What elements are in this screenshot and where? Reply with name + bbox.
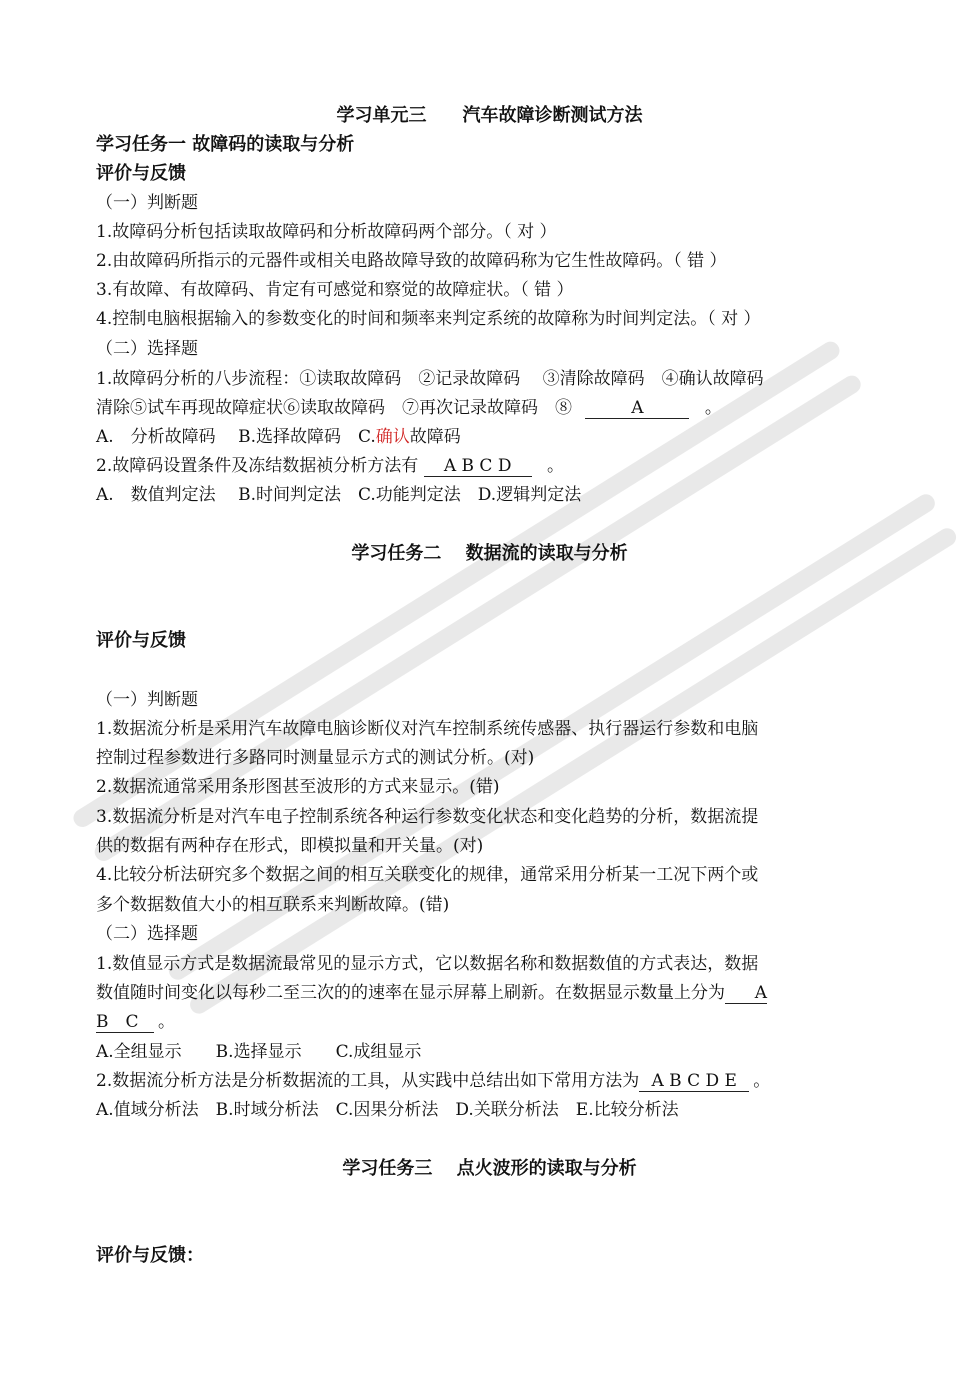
task2-choice-2-answer: A B C D E [639,1071,749,1092]
task1-judge-3: 3.有故障、有故障码、肯定有可感觉和察觉的故障症状。（ 错 ） [96,280,574,300]
task1-q1-opt-text: A. 分析故障码 B.选择故障码 C. [96,427,376,447]
task1-feedback-heading: 评价与反馈 [96,163,186,184]
task2-choice-1-answer-a: A [725,983,767,1004]
task1-q2 [96,454,883,478]
task1-q1-opt-highlight: 确认 [375,427,410,447]
task2-choice-2-text: 2.数据流分析方法是分析数据流的工具，从实践中总结出如下常用方法为 [96,1071,640,1091]
task2-choice-1-end: 。 [158,1012,175,1032]
task2-judge-3a: 3.数据流分析是对汽车电子控制系统各种运行参数变化状态和变化趋势的分析，数据流提 [96,807,759,827]
task2-choice-heading: （二）选择题 [96,924,198,944]
task1-choice-heading: （二）选择题 [96,339,198,359]
task1-q1-options [96,425,883,449]
task1-judge-1: 1.故障码分析包括读取故障码和分析故障码两个部分。（ 对 ） [96,222,557,242]
task2-choice-1-answer-bc: B C [96,1012,154,1033]
task1-q2-answer: A B C D [424,456,532,477]
task2-title: 学习任务二 数据流的读取与分析 [351,543,628,564]
task1-judge-4: 4.控制电脑根据输入的参数变化的时间和频率来判定系统的故障称为时间判定法。（ 对 ） [96,309,761,329]
task2-judge-heading: （一）判断题 [96,690,198,710]
task1-q1-end: 。 [704,398,722,418]
task1-q1-line1: 1.故障码分析的八步流程：①读取故障码 ②记录故障码 ③清除故障码 ④确认故障码 [96,369,764,389]
unit-title: 学习单元三 汽车故障诊断测试方法 [336,105,643,126]
task3-title: 学习任务三 点火波形的读取与分析 [342,1158,637,1179]
task3-feedback-heading: 评价与反馈： [96,1245,204,1266]
task2-choice-2 [96,1069,883,1093]
task2-judge-1b: 控制过程参数进行多路同时测量显示方式的测试分析。(对) [96,748,535,768]
task1-q2-text: 2.故障码设置条件及冻结数据祯分析方法有 [96,456,419,476]
task2-judge-2: 2.数据流通常采用条形图甚至波形的方式来显示。(错) [96,777,500,797]
task2-choice-1c [96,1010,883,1034]
task2-judge-3b: 供的数据有两种存在形式，即模拟量和开关量。(对) [96,836,484,856]
task1-q1-answer: A [585,398,689,419]
task2-choice-1-options: A.全组显示 B.选择显示 C.成组显示 [96,1042,422,1062]
task2-judge-4a: 4.比较分析法研究多个数据之间的相互关联变化的规律，通常采用分析某一工况下两个或 [96,865,759,885]
task2-judge-1a: 1.数据流分析是采用汽车故障电脑诊断仪对汽车控制系统传感器、执行器运行参数和电脑 [96,719,759,739]
task1-q1-text: 清除⑤试车再现故障症状⑥读取故障码 ⑦再次记录故障码 ⑧ [96,398,572,418]
task2-choice-2-options: A.值域分析法 B.时域分析法 C.因果分析法 D.关联分析法 E.比较分析法 [96,1100,679,1120]
task1-judge-heading: （一）判断题 [96,193,198,213]
task1-q2-options: A. 数值判定法 B.时间判定法 C.功能判定法 D.逻辑判定法 [96,485,582,505]
task1-title: 学习任务一 故障码的读取与分析 [96,134,355,155]
task2-choice-1b [96,981,883,1005]
task1-judge-2: 2.由故障码所指示的元器件或相关电路故障导致的故障码称为它生性故障码。（ 错 ） [96,251,727,271]
task2-choice-1a: 1.数值显示方式是数据流最常见的显示方式，它以数据名称和数据数值的方式表达，数据 [96,954,759,974]
task2-judge-4b: 多个数据数值大小的相互联系来判断故障。(错) [96,895,450,915]
task1-q2-end: 。 [547,456,565,476]
task1-q1-opt-tail: 故障码 [409,427,461,447]
task1-q1-line2 [96,396,883,420]
task2-choice-1b-text: 数值随时间变化以每秒二至三次的的速率在显示屏幕上刷新。在数据显示数量上分为 [96,983,725,1003]
task2-feedback-heading: 评价与反馈 [96,630,186,651]
task2-choice-2-end: 。 [753,1071,771,1091]
